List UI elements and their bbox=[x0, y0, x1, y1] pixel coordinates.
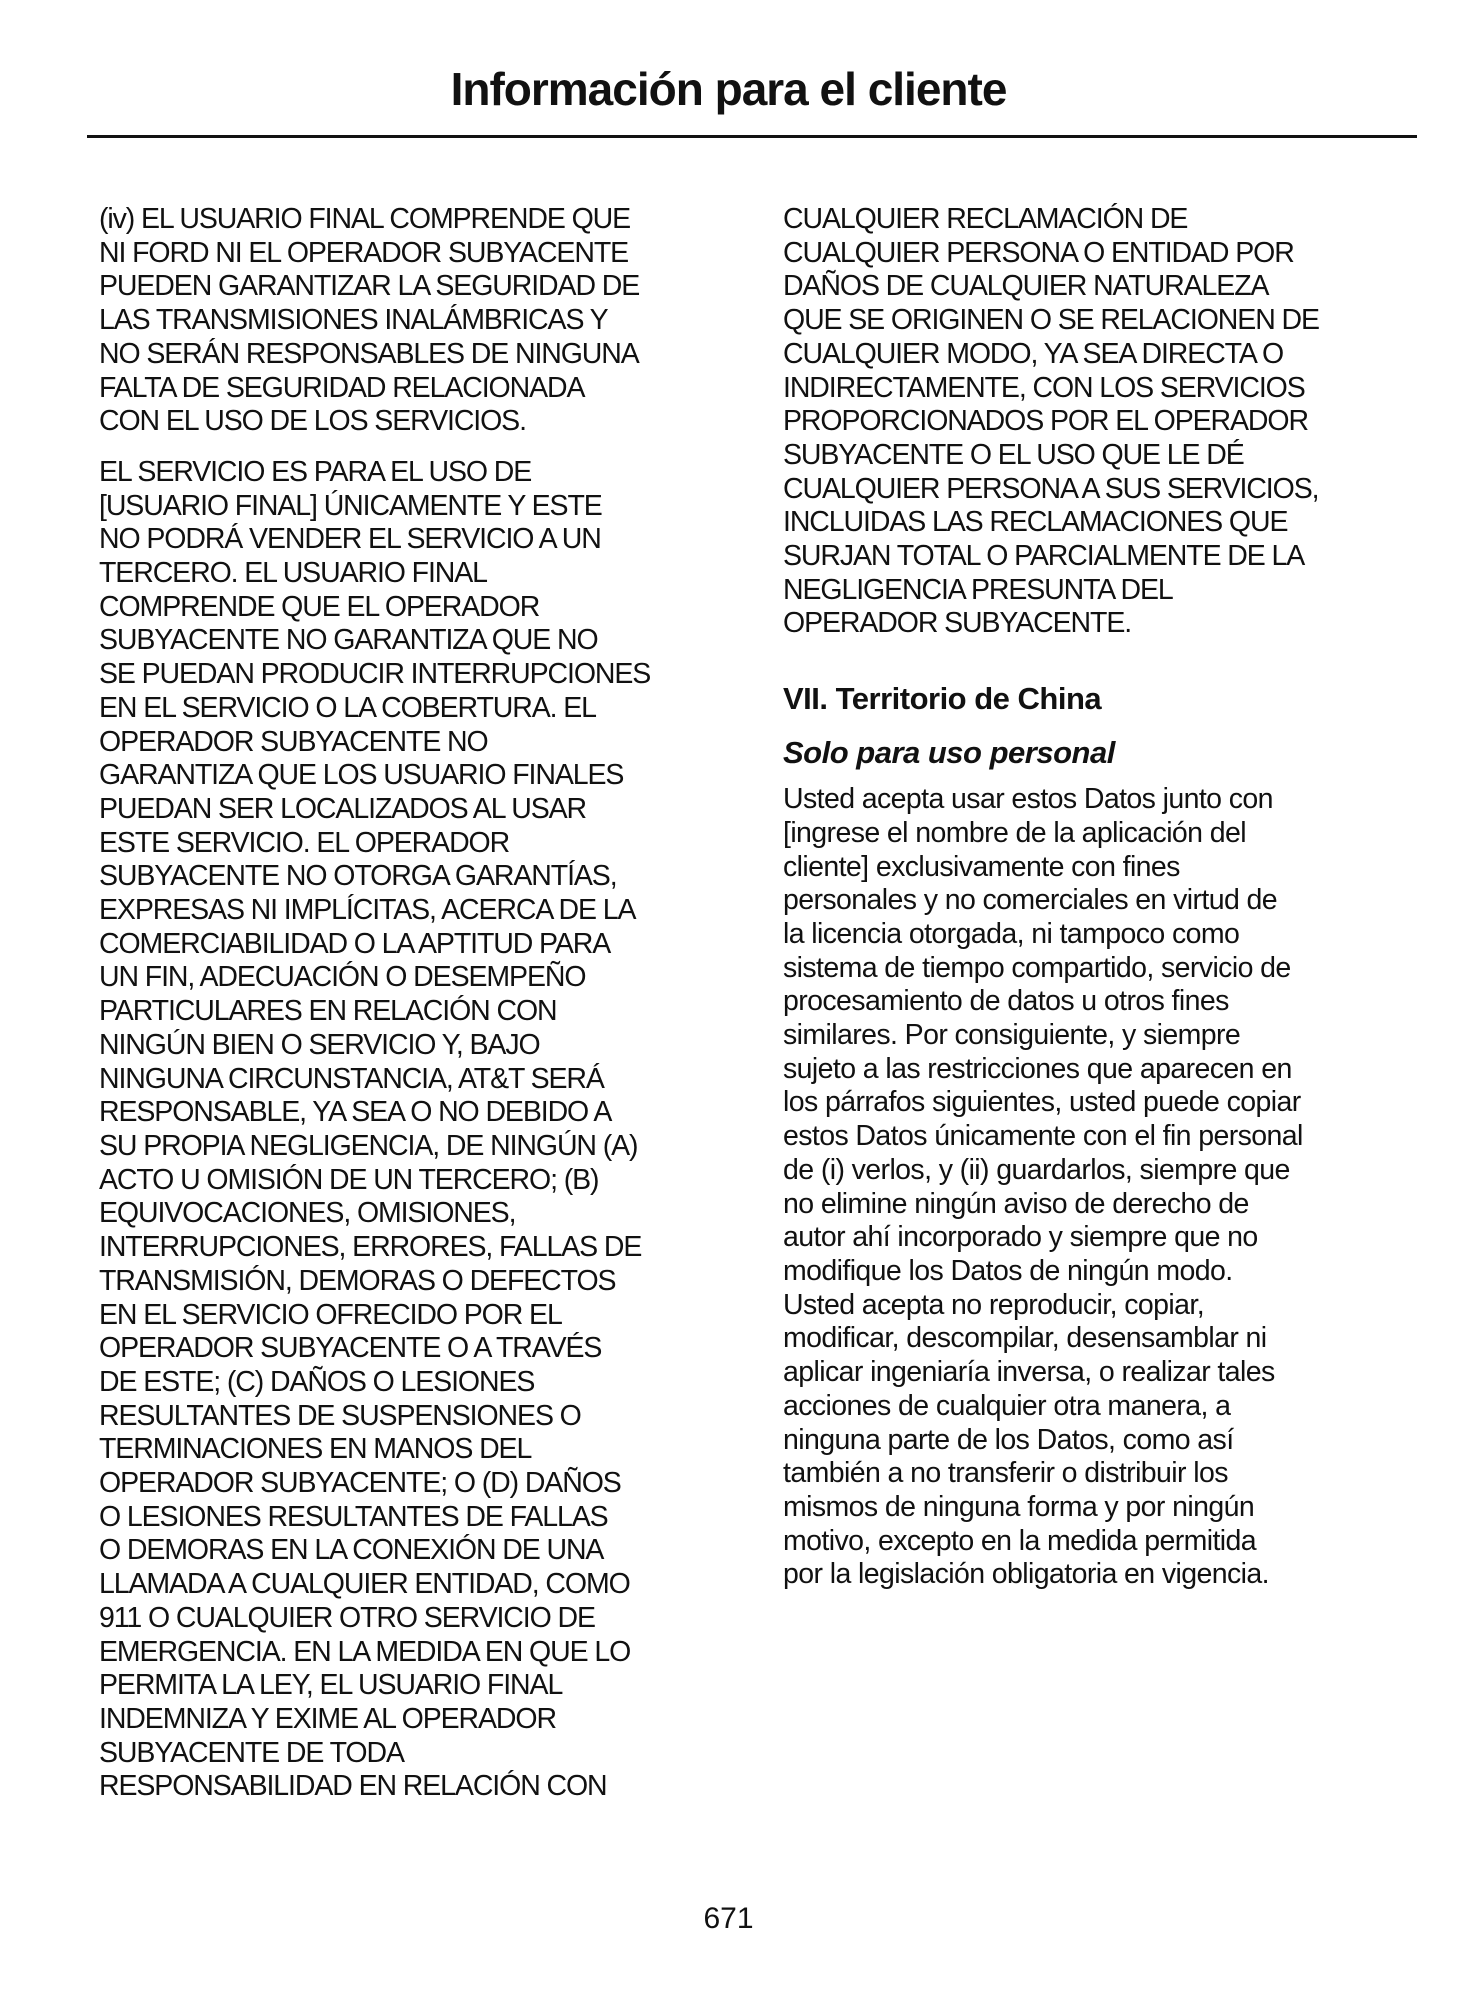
text-line: INDEMNIZA Y EXIME AL OPERADOR bbox=[99, 1702, 556, 1735]
text-line: los párrafos siguientes, usted puede copiar bbox=[783, 1086, 1301, 1119]
body-paragraph bbox=[783, 783, 1423, 1592]
text-line: NI FORD NI EL OPERADOR SUBYACENTE bbox=[99, 236, 629, 269]
text-line: TERMINACIONES EN MANOS DEL bbox=[99, 1433, 532, 1466]
text-line: EMERGENCIA. EN LA MEDIDA EN QUE LO bbox=[99, 1635, 631, 1668]
text-line: EN EL SERVICIO OFRECIDO POR EL bbox=[99, 1298, 562, 1331]
text-line: SU PROPIA NEGLIGENCIA, DE NINGÚN (A) bbox=[99, 1129, 638, 1162]
text-line: RESPONSABLE, YA SEA O NO DEBIDO A bbox=[99, 1096, 612, 1129]
text-line: [ingrese el nombre de la aplicación del bbox=[783, 816, 1246, 849]
text-line: la licencia otorgada, ni tampoco como bbox=[783, 917, 1240, 950]
text-line: EQUIVOCACIONES, OMISIONES, bbox=[99, 1197, 516, 1230]
text-line: Usted acepta no reproducir, copiar, bbox=[783, 1288, 1205, 1321]
text-line: RESPONSABILIDAD EN RELACIÓN CON bbox=[99, 1770, 607, 1803]
text-line: ACTO U OMISIÓN DE UN TERCERO; (B) bbox=[99, 1163, 599, 1196]
text-line: NEGLIGENCIA PRESUNTA DEL bbox=[783, 573, 1173, 606]
text-line: INCLUIDAS LAS RECLAMACIONES QUE bbox=[783, 506, 1288, 539]
text-line: Usted acepta usar estos Datos junto con bbox=[783, 783, 1273, 816]
text-line: CUALQUIER MODO, YA SEA DIRECTA O bbox=[783, 337, 1284, 370]
right-column bbox=[783, 203, 1423, 1609]
text-line: GARANTIZA QUE LOS USUARIO FINALES bbox=[99, 759, 624, 792]
text-line: RESULTANTES DE SUSPENSIONES O bbox=[99, 1399, 581, 1432]
text-line: de (i) verlos, y (ii) guardarlos, siempre que bbox=[783, 1153, 1290, 1186]
subheading: Solo para uso personal bbox=[783, 735, 1115, 771]
text-line: TERCERO. EL USUARIO FINAL bbox=[99, 557, 487, 590]
text-line: NINGÚN BIEN O SERVICIO Y, BAJO bbox=[99, 1028, 540, 1061]
text-line: 911 O CUALQUIER OTRO SERVICIO DE bbox=[99, 1601, 595, 1634]
text-line: PARTICULARES EN RELACIÓN CON bbox=[99, 995, 557, 1028]
text-line: FALTA DE SEGURIDAD RELACIONADA bbox=[99, 371, 585, 404]
text-line: PROPORCIONADOS POR EL OPERADOR bbox=[783, 405, 1308, 438]
text-line: por la legislación obligatoria en vigencia. bbox=[783, 1558, 1269, 1591]
text-line: personales y no comerciales en virtud de bbox=[783, 884, 1278, 917]
text-line: ESTE SERVICIO. EL OPERADOR bbox=[99, 826, 510, 859]
text-line: motivo, excepto en la medida permitida bbox=[783, 1524, 1257, 1557]
text-line: sujeto a las restricciones que aparecen en bbox=[783, 1052, 1292, 1085]
text-line: CON EL USO DE LOS SERVICIOS. bbox=[99, 405, 526, 438]
text-line: similares. Por consiguiente, y siempre bbox=[783, 1019, 1241, 1052]
text-line: NO SERÁN RESPONSABLES DE NINGUNA bbox=[99, 337, 639, 370]
text-line: CUALQUIER PERSONA A SUS SERVICIOS, bbox=[783, 472, 1319, 505]
text-line: EL SERVICIO ES PARA EL USO DE bbox=[99, 455, 532, 488]
text-line: no elimine ningún aviso de derecho de bbox=[783, 1187, 1249, 1220]
text-line: SUBYACENTE DE TODA bbox=[99, 1736, 404, 1769]
section-heading: VII. Territorio de China bbox=[783, 681, 1102, 717]
text-line: LLAMADA A CUALQUIER ENTIDAD, COMO bbox=[99, 1568, 630, 1601]
text-line: mismos de ninguna forma y por ningún bbox=[783, 1490, 1255, 1523]
text-line: O DEMORAS EN LA CONEXIÓN DE UNA bbox=[99, 1534, 604, 1567]
text-line: también a no transferir o distribuir los bbox=[783, 1457, 1228, 1490]
text-line: SE PUEDAN PRODUCIR INTERRUPCIONES bbox=[99, 658, 651, 691]
text-line: modificar, descompilar, desensamblar ni bbox=[783, 1322, 1267, 1355]
text-line: COMPRENDE QUE EL OPERADOR bbox=[99, 590, 540, 623]
text-line: O LESIONES RESULTANTES DE FALLAS bbox=[99, 1500, 608, 1533]
text-line: cliente] exclusivamente con fines bbox=[783, 850, 1180, 883]
page-number: 671 bbox=[703, 1902, 754, 1935]
text-line: SURJAN TOTAL O PARCIALMENTE DE LA bbox=[783, 540, 1305, 573]
text-line: SUBYACENTE NO OTORGA GARANTÍAS, bbox=[99, 860, 617, 893]
paragraph bbox=[99, 203, 739, 439]
text-line: autor ahí incorporado y siempre que no bbox=[783, 1221, 1258, 1254]
text-line: OPERADOR SUBYACENTE. bbox=[783, 607, 1132, 640]
text-line: OPERADOR SUBYACENTE O A TRAVÉS bbox=[99, 1332, 602, 1365]
text-line: TRANSMISIÓN, DEMORAS O DEFECTOS bbox=[99, 1264, 616, 1297]
text-line: NO PODRÁ VENDER EL SERVICIO A UN bbox=[99, 523, 601, 556]
header-divider bbox=[87, 135, 1417, 138]
text-line: [USUARIO FINAL] ÚNICAMENTE Y ESTE bbox=[99, 489, 602, 522]
text-line: LAS TRANSMISIONES INALÁMBRICAS Y bbox=[99, 304, 608, 337]
text-line: procesamiento de datos u otros fines bbox=[783, 985, 1229, 1018]
text-line: PUEDAN SER LOCALIZADOS AL USAR bbox=[99, 792, 587, 825]
paragraph bbox=[99, 456, 739, 1804]
text-line: aplicar ingeniaría inversa, o realizar tales bbox=[783, 1356, 1275, 1389]
text-line: ninguna parte de los Datos, como así bbox=[783, 1423, 1234, 1456]
text-line: NINGUNA CIRCUNSTANCIA, AT&T SERÁ bbox=[99, 1062, 604, 1095]
text-line: QUE SE ORIGINEN O SE RELACIONEN DE bbox=[783, 304, 1319, 337]
text-line: OPERADOR SUBYACENTE; O (D) DAÑOS bbox=[99, 1467, 621, 1500]
text-line: CUALQUIER RECLAMACIÓN DE bbox=[783, 203, 1188, 235]
text-line: acciones de cualquier otra manera, a bbox=[783, 1389, 1231, 1422]
continuation-paragraph bbox=[783, 203, 1423, 641]
left-column bbox=[99, 203, 739, 1821]
text-line: COMERCIABILIDAD O LA APTITUD PARA bbox=[99, 927, 611, 960]
text-line: INTERRUPCIONES, ERRORES, FALLAS DE bbox=[99, 1231, 642, 1264]
text-line: UN FIN, ADECUACIÓN O DESEMPEÑO bbox=[99, 961, 586, 994]
text-line: modifique los Datos de ningún modo. bbox=[783, 1254, 1233, 1287]
text-line: PERMITA LA LEY, EL USUARIO FINAL bbox=[99, 1669, 563, 1702]
text-line: estos Datos únicamente con el fin personal bbox=[783, 1120, 1303, 1153]
text-line: EXPRESAS NI IMPLÍCITAS, ACERCA DE LA bbox=[99, 894, 636, 927]
text-line: (iv) EL USUARIO FINAL COMPRENDE QUE bbox=[99, 203, 631, 235]
text-line: INDIRECTAMENTE, CON LOS SERVICIOS bbox=[783, 371, 1305, 404]
text-line: CUALQUIER PERSONA O ENTIDAD POR bbox=[783, 236, 1294, 269]
text-line: DAÑOS DE CUALQUIER NATURALEZA bbox=[783, 270, 1269, 303]
text-line: DE ESTE; (C) DAÑOS O LESIONES bbox=[99, 1365, 535, 1398]
page-title: Información para el cliente bbox=[450, 63, 1007, 115]
text-line: SUBYACENTE O EL USO QUE LE DÉ bbox=[783, 438, 1244, 471]
text-line: sistema de tiempo compartido, servicio de bbox=[783, 951, 1291, 984]
text-line: EN EL SERVICIO O LA COBERTURA. EL bbox=[99, 691, 596, 724]
text-line: SUBYACENTE NO GARANTIZA QUE NO bbox=[99, 624, 598, 657]
text-line: PUEDEN GARANTIZAR LA SEGURIDAD DE bbox=[99, 270, 640, 303]
text-line: OPERADOR SUBYACENTE NO bbox=[99, 725, 488, 758]
